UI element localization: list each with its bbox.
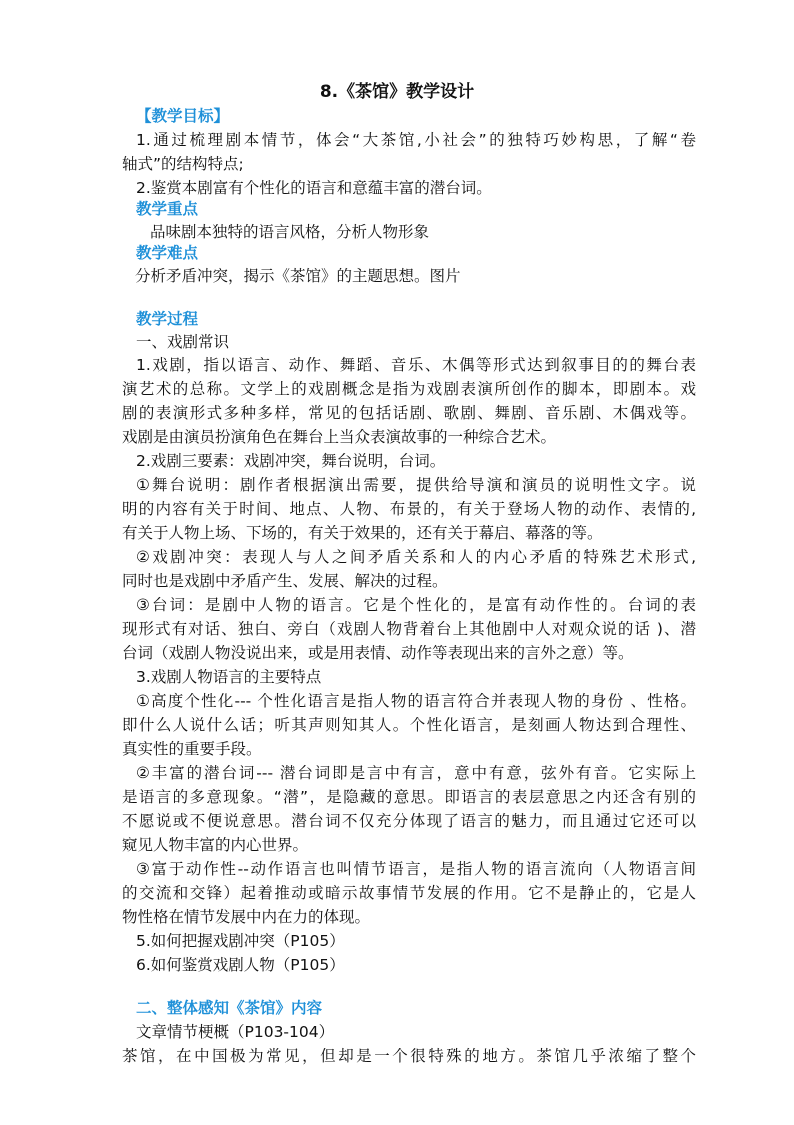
para-8-line-1: ②丰富的潜台词--- 潜台词即是言中有言，意中有意，弦外有音。它实际上 [136, 764, 696, 782]
para-3-line-1: ①舞台说明：剧作者根据演出需要，提供给导演和演员的说明性文字。说 [136, 476, 696, 494]
para-4-line-2: 同时也是戏剧中矛盾产生、发展、解决的过程。 [122, 572, 448, 590]
para-3-line-2: 明的内容有关于时间、地点、人物、布景的，有关于登场人物的动作、表情的, [122, 500, 696, 518]
para-8-line-2: 是语言的多意现象。“潜”，是隐藏的意思。即语言的表层意思之内还含有别的 [122, 788, 696, 806]
objective-1-line-1: 1.通过梳理剧本情节，体会“大茶馆,小社会”的独特巧妙构思，了解“卷 [136, 131, 696, 149]
para-9-line-1: ③富于动作性--动作语言也叫情节语言，是指人物的语言流向（人物语言间 [136, 860, 696, 878]
para-7-line-2: 即什么人说什么话；听其声则知其人。个性化语言，是刻画人物达到合理性、 [122, 716, 696, 734]
para-1-line-4: 戏剧是由演员扮演角色在舞台上当众表演故事的一种综合艺术。 [122, 428, 557, 446]
para-1-line-1: 1.戏剧，指以语言、动作、舞蹈、音乐、木偶等形式达到叙事目的的舞台表 [136, 356, 696, 374]
objective-1-line-2: 轴式”的结构特点; [122, 155, 244, 173]
para-3-line-3: 有关于人物上场、下场的，有关于效果的，还有关于幕启、幕落的等。 [122, 524, 603, 542]
para-9-line-2: 的交流和交锋）起着推动或暗示故事情节发展的作用。它不是静止的，它是人 [122, 884, 696, 902]
section-2-subheading: 文章情节梗概（P103-104） [136, 1023, 335, 1041]
para-8-line-4: 窥见人物丰富的内心世界。 [122, 836, 309, 854]
section-1-heading: 一、戏剧常识 [136, 333, 230, 351]
objectives-heading: 【教学目标】 [136, 107, 230, 125]
para-1-line-3: 剧的表演形式多种多样，常见的包括话剧、歌剧、舞剧、音乐剧、木偶戏等。 [122, 404, 696, 422]
para-5-line-1: ③台词：是剧中人物的语言。它是个性化的，是富有动作性的。台词的表 [136, 596, 696, 614]
process-heading: 教学过程 [136, 310, 199, 328]
document-title: 8.《茶馆》教学设计 [319, 82, 475, 102]
para-7-line-1: ①高度个性化--- 个性化语言是指人物的语言符合并表现人物的身份 、性格。 [136, 692, 696, 710]
para-4-line-1: ②戏剧冲突：表现人与人之间矛盾关系和人的内心矛盾的特殊艺术形式, [136, 548, 696, 566]
para-9-line-3: 物性格在情节发展中内在力的体现。 [122, 908, 371, 926]
difficulties-heading: 教学难点 [136, 244, 199, 262]
key-points-heading: 教学重点 [136, 200, 199, 218]
para-2: 2.戏剧三要素：戏剧冲突，舞台说明，台词。 [136, 452, 446, 470]
section-2-heading: 二、整体感知《茶馆》内容 [136, 999, 323, 1017]
para-7-line-3: 真实性的重要手段。 [122, 740, 262, 758]
key-points-text: 品味剧本独特的语言风格，分析人物形象 [150, 223, 430, 241]
section-2-text: 茶馆，在中国极为常见，但却是一个很特殊的地方。茶馆几乎浓缩了整个 [122, 1047, 696, 1065]
para-5-line-3: 台词（戏剧人物没说出来，或是用表情、动作等表现出来的言外之意）等。 [122, 644, 634, 662]
para-6: 3.戏剧人物语言的主要特点 [136, 668, 322, 686]
para-1-line-2: 演艺术的总称。文学上的戏剧概念是指为戏剧表演所创作的脚本，即剧本。戏 [122, 380, 696, 398]
para-8-line-3: 不愿说或不便说意思。潜台词不仅充分体现了语言的魅力，而且通过它还可以 [122, 812, 696, 830]
para-11: 6.如何鉴赏戏剧人物（P105） [136, 956, 345, 974]
objective-2: 2.鉴赏本剧富有个性化的语言和意蕴丰富的潜台词。 [136, 179, 492, 197]
para-5-line-2: 现形式有对话、独白、旁白（戏剧人物背着台上其他剧中人对观众说的话 )、潜 [122, 620, 696, 638]
para-10: 5.如何把握戏剧冲突（P105） [136, 932, 345, 950]
difficulties-text: 分析矛盾冲突，揭示《茶馆》的主题思想。图片 [135, 267, 461, 285]
